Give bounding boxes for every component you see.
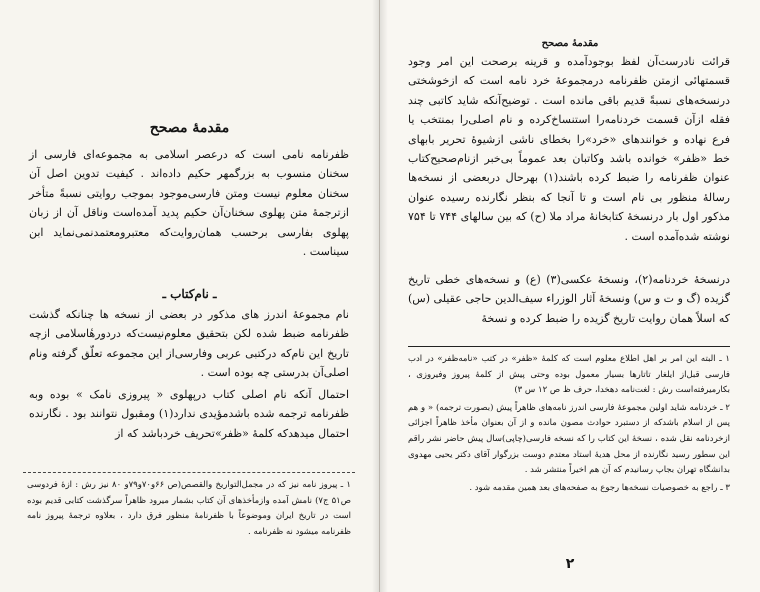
page-number: ۲: [565, 556, 575, 572]
paragraph-1: قرائت نادرست‌آن لفظ بوجودآمده و قرینه برصحت این امر وجود قسمتهائی ازمتن ظفرنامه درمجموعهٔ خرد نامه است که ازخوشختی درنسخه‌های نسبةً قدیم باقی مانده است . توضیح‌آنکه شاید کاتبی چند فقله ازآن قسمت خردنامه‌را استنساخ‌کرده و نام اصلی‌را بمنتخب یا فرع نهاده و خوانندهای «خرد»را بخطای ناشی ازشیوهٔ تحریر بابهای خط «ظفر» خوانده باشد وکاتبان بعد عموماً بی‌خبر ازنام‌صحیح‌کتاب عنوان ظفرنامه را ضبط کرده باشند(۱) بهرحال دربعضی از نسخه‌ها رسالهٔ منظور بی نام است و تا آنجا که بنظر نگارنده رسیده عنوان مذکور اول بار درنسخهٔ کتابخانهٔ مراد ملا (ح) که بین سالهای ۷۴۴ تا ۷۵۴ نوشته شده‌آمده است .: [408, 55, 730, 243]
footnote-rule: [23, 472, 355, 473]
section-paragraph-2: احتمال آنکه نام اصلی کتاب درپهلوی « پیروزی نامک » بوده وبه ظفرنامه ترجمه شده باشدمؤیدی ندارد(۱) ومقبول نتوانند بود . نگارنده احتمال میدهدکه کلمهٔ «ظفر»تحریف خردباشد که از: [29, 388, 349, 440]
footnote: ۱ ـ پیروز نامه نیز که در مجمل‌التواریخ والقصص(ص ۶۶و۷۰و۷۹و ۸۰ نیز رش : ازهٔ فردوسی ص۵۱ ج۷) نامش آمده وازمأخذهای آن کتاب بشمار میرود ظاهراً سرگذشت کتابی قدیم بوده است در تاریخ ایران وموضوعاً با ظفرنامهٔ منظور فرق دارد ، بعلاوه ترجمهٔ پیروز نامه ظفرنامه میشود نه ظفرنامه .: [27, 480, 351, 537]
running-head: مقدمهٔ مصحح: [541, 38, 599, 49]
footnotes: [27, 478, 351, 542]
right-page: [380, 0, 760, 592]
footnote: ۳ ـ راجع به خصوصیات نسخه‌ها رجوع به صفحه‌های بعد همین مقدمه شود .: [469, 482, 730, 493]
footnote: ۲ ـ خردنامه شاید اولین مجموعهٔ فارسی اندرز نامه‌های ظاهراً پیش (بصورت ترجمه) « و هم پس از اسلام باشدکه از دستبرد حوادث مصون مانده و از آن بعنوان مأخذ ظاهراً اجزائی ازخردنامه نقل شده ، نسخهٔ این کتاب را که نسخه فارسی(چاپی)سال پیش حاضر نشر راقم این سطور رسید نگارنده از محل هدیهٔ استاد معتدم دوست بزرگوار آقای دکتر یحیی مهدوی بدانشگاه تهران بجاپ رسانیدم که آن هم اخیراً منتشر شد .: [408, 402, 730, 476]
section-paragraph-1: نام مجموعهٔ اندرز های مذکور در بعضی از نسخه ها چنانکه گذشت ظفرنامه ضبط شده لکن بتحقیق معلوم‌نیست‌که دردورهٔاسلامی ازچه تاریخ این نام‌که درکتبی عربی وفارسی‌از این مجموعه تعلّق گرفته ونام اصلی‌آن بدرستی چه بوده است .: [29, 308, 349, 380]
page-title: مقدمهٔ مصحح: [149, 120, 230, 136]
footnote-rule: [408, 346, 730, 347]
footnotes: [408, 352, 730, 498]
intro-paragraph: ظفرنامه نامی است که درعصر اسلامی به مجموعه‌ای فارسی از سخنان منسوب به بزرگمهر حکیم داده‌اند . کیفیت تدوین اصل آن سخنان معلوم نیست ومتن فارسی‌موجود بموجب روایتی نسبةً متأخر ازترجمهٔ متن پهلوی سخنان‌آن حکیم پدید آمده‌است وناقل آن از زبان پهلوی بفارسی برحسب همان‌روایت‌که معتبرومعتمدنمی‌نماید ابن سیناست .: [29, 148, 349, 259]
paragraph-2: درنسخهٔ خردنامه(۲)، ونسخهٔ عکسی(۳) (ع) و نسخه‌های خطی تاریخ گزیده (گ و ت و س) ونسخهٔ آثار الوزراء سیف‌الدین حاجی عقیلی (س) که اسلاً همان روایت تاریخ گزیده را ضبط کرده و نسخهٔ: [408, 273, 730, 325]
footnote: ۱ ـ البته این امر بر اهل اطلاع معلوم است که کلمهٔ «ظفر» در کتب «نامه‌ظفر» در ادب فارسی قبل‌از ایلغار تاتارها بسیار معمول بوده وحتی پیش از کلمهٔ پیروز وفیروزی ، بکارمیرفته‌است رش : لغت‌نامه دهخدا، حرف ظ ص ۱۲ س ۳): [408, 354, 730, 396]
section-heading: ـ نام‌کتاب ـ: [162, 287, 217, 301]
